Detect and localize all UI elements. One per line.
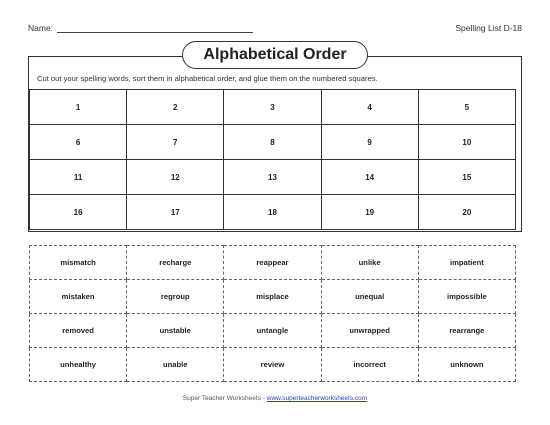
numbered-square: 20 <box>418 195 515 230</box>
word-cutout[interactable]: misplace <box>224 280 321 314</box>
numbered-square: 14 <box>321 160 418 195</box>
page-title: Alphabetical Order <box>182 41 368 69</box>
numbered-square: 10 <box>418 125 515 160</box>
worksheet-header <box>28 23 522 37</box>
word-cutout-grid <box>29 245 516 382</box>
table-row <box>30 90 516 125</box>
word-cutout[interactable]: mismatch <box>30 246 127 280</box>
word-cutout[interactable]: mistaken <box>30 280 127 314</box>
word-cutout[interactable]: review <box>224 348 321 382</box>
numbered-square: 17 <box>127 195 224 230</box>
numbered-square: 5 <box>418 90 515 125</box>
word-cutout[interactable]: recharge <box>127 246 224 280</box>
word-cutout[interactable]: impatient <box>418 246 515 280</box>
numbered-square: 15 <box>418 160 515 195</box>
numbered-squares-grid <box>29 89 516 230</box>
word-cutout[interactable]: rearrange <box>418 314 515 348</box>
word-cutout[interactable]: impossible <box>418 280 515 314</box>
table-row <box>30 314 516 348</box>
numbered-square: 8 <box>224 125 321 160</box>
word-cutout[interactable]: untangle <box>224 314 321 348</box>
table-row <box>30 280 516 314</box>
word-cutout[interactable]: removed <box>30 314 127 348</box>
numbered-square: 13 <box>224 160 321 195</box>
word-cutout[interactable]: unhealthy <box>30 348 127 382</box>
name-line[interactable] <box>57 32 253 33</box>
numbered-square: 1 <box>30 90 127 125</box>
word-cutout[interactable]: unknown <box>418 348 515 382</box>
numbered-square: 4 <box>321 90 418 125</box>
numbered-square: 7 <box>127 125 224 160</box>
word-cutout[interactable]: unequal <box>321 280 418 314</box>
table-row <box>30 125 516 160</box>
footer <box>0 395 550 402</box>
numbered-square: 12 <box>127 160 224 195</box>
word-cutout[interactable]: unable <box>127 348 224 382</box>
word-cutout[interactable]: unlike <box>321 246 418 280</box>
numbered-square: 19 <box>321 195 418 230</box>
footer-text: Super Teacher Worksheets - <box>182 395 267 402</box>
spelling-list-label: Spelling List D-18 <box>455 23 522 33</box>
numbered-square: 2 <box>127 90 224 125</box>
word-cutout[interactable]: reappear <box>224 246 321 280</box>
name-label: Name: <box>28 23 54 33</box>
word-cutout[interactable]: regroup <box>127 280 224 314</box>
numbered-square: 16 <box>30 195 127 230</box>
word-cutout[interactable]: unwrapped <box>321 314 418 348</box>
instructions: Cut out your spelling words, sort them in alphabetical order, and glue them on the numbered squares. <box>37 74 378 83</box>
numbered-square: 6 <box>30 125 127 160</box>
word-cutout[interactable]: incorrect <box>321 348 418 382</box>
table-row <box>30 246 516 280</box>
table-row <box>30 195 516 230</box>
numbered-square: 9 <box>321 125 418 160</box>
table-row <box>30 160 516 195</box>
numbered-square: 18 <box>224 195 321 230</box>
table-row <box>30 348 516 382</box>
word-cutout[interactable]: unstable <box>127 314 224 348</box>
footer-link[interactable]: www.superteacherworksheets.com <box>266 395 368 402</box>
numbered-square: 11 <box>30 160 127 195</box>
numbered-square: 3 <box>224 90 321 125</box>
